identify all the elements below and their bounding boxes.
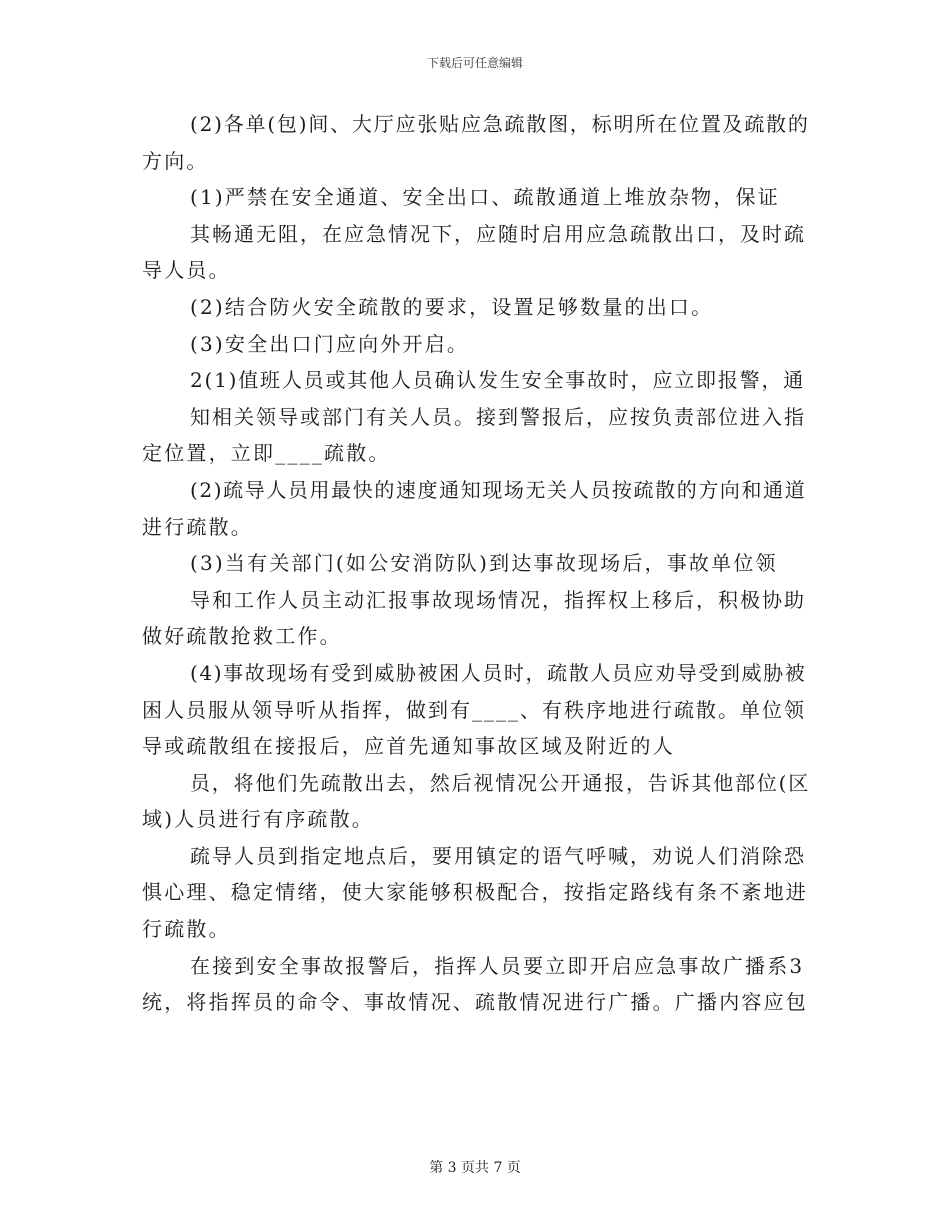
- text-line: 域)人员进行有序疏散。: [142, 807, 375, 832]
- text-line: 惧心理、稳定情绪，使大家能够积极配合，按指定路线有条不紊地进: [142, 880, 808, 905]
- text-line: 其畅通无阻，在应急情况下，应随时启用应急疏散出口，及时疏: [190, 221, 806, 246]
- text-line: 知相关领导或部门有关人员。接到警报后，应按负责部位进入指: [190, 404, 806, 429]
- text-line: 方向。: [142, 148, 209, 173]
- text-line: 导和工作人员主动汇报事故现场情况，指挥权上移后，积极协助: [190, 587, 806, 612]
- text-line: (2)各单(包)间、大厅应张贴应急疏散图，标明所在位置及疏散的: [190, 112, 810, 136]
- page-header: 下载后可任意编辑: [426, 56, 523, 70]
- page-footer: 第 3 页共 7 页: [429, 1160, 521, 1176]
- text-line: 进行疏散。: [142, 514, 253, 539]
- text-line: (4)事故现场有受到威胁被困人员时，疏散人员应劝导受到威胁被: [190, 660, 807, 685]
- document-body: [142, 106, 810, 1021]
- text-line: 2(1)值班人员或其他人员确认发生安全事故时，应立即报警，通: [190, 368, 806, 393]
- text-line: (2)结合防火安全疏散的要求，设置足够数量的出口。: [190, 294, 714, 319]
- text-line: 困人员服从领导听从指挥，做到有____、有秩序地进行疏散。单位领: [142, 697, 806, 722]
- text-line: 导人员。: [142, 258, 231, 283]
- text-line: 统，将指挥员的命令、事故情况、疏散情况进行广播。广播内容应包: [142, 990, 808, 1015]
- text-line: (3)当有关部门(如公安消防队)到达事故现场后，事故单位领: [190, 551, 778, 576]
- text-line: 定位置，立即____疏散。: [142, 441, 391, 466]
- text-line: 在接到安全事故报警后，指挥人员要立即开启应急事故广播系3: [190, 953, 805, 978]
- text-line: 疏导人员到指定地点后，要用镇定的语气呼喊，劝说人们消除恐: [190, 843, 806, 868]
- text-line: 行疏散。: [142, 917, 231, 942]
- text-line: (1)严禁在安全通道、安全出口、疏散通道上堆放杂物，保证: [190, 185, 780, 210]
- text-line: 员，将他们先疏散出去，然后视情况公开通报，告诉其他部位(区: [190, 770, 811, 795]
- text-line: (3)安全出口门应向外开启。: [190, 331, 470, 356]
- text-line: 做好疏散抢救工作。: [142, 624, 342, 649]
- text-line: 导或疏散组在接报后，应首先通知事故区域及附近的人: [142, 734, 675, 759]
- text-line: (2)疏导人员用最快的速度通知现场无关人员按疏散的方向和通道: [190, 477, 807, 502]
